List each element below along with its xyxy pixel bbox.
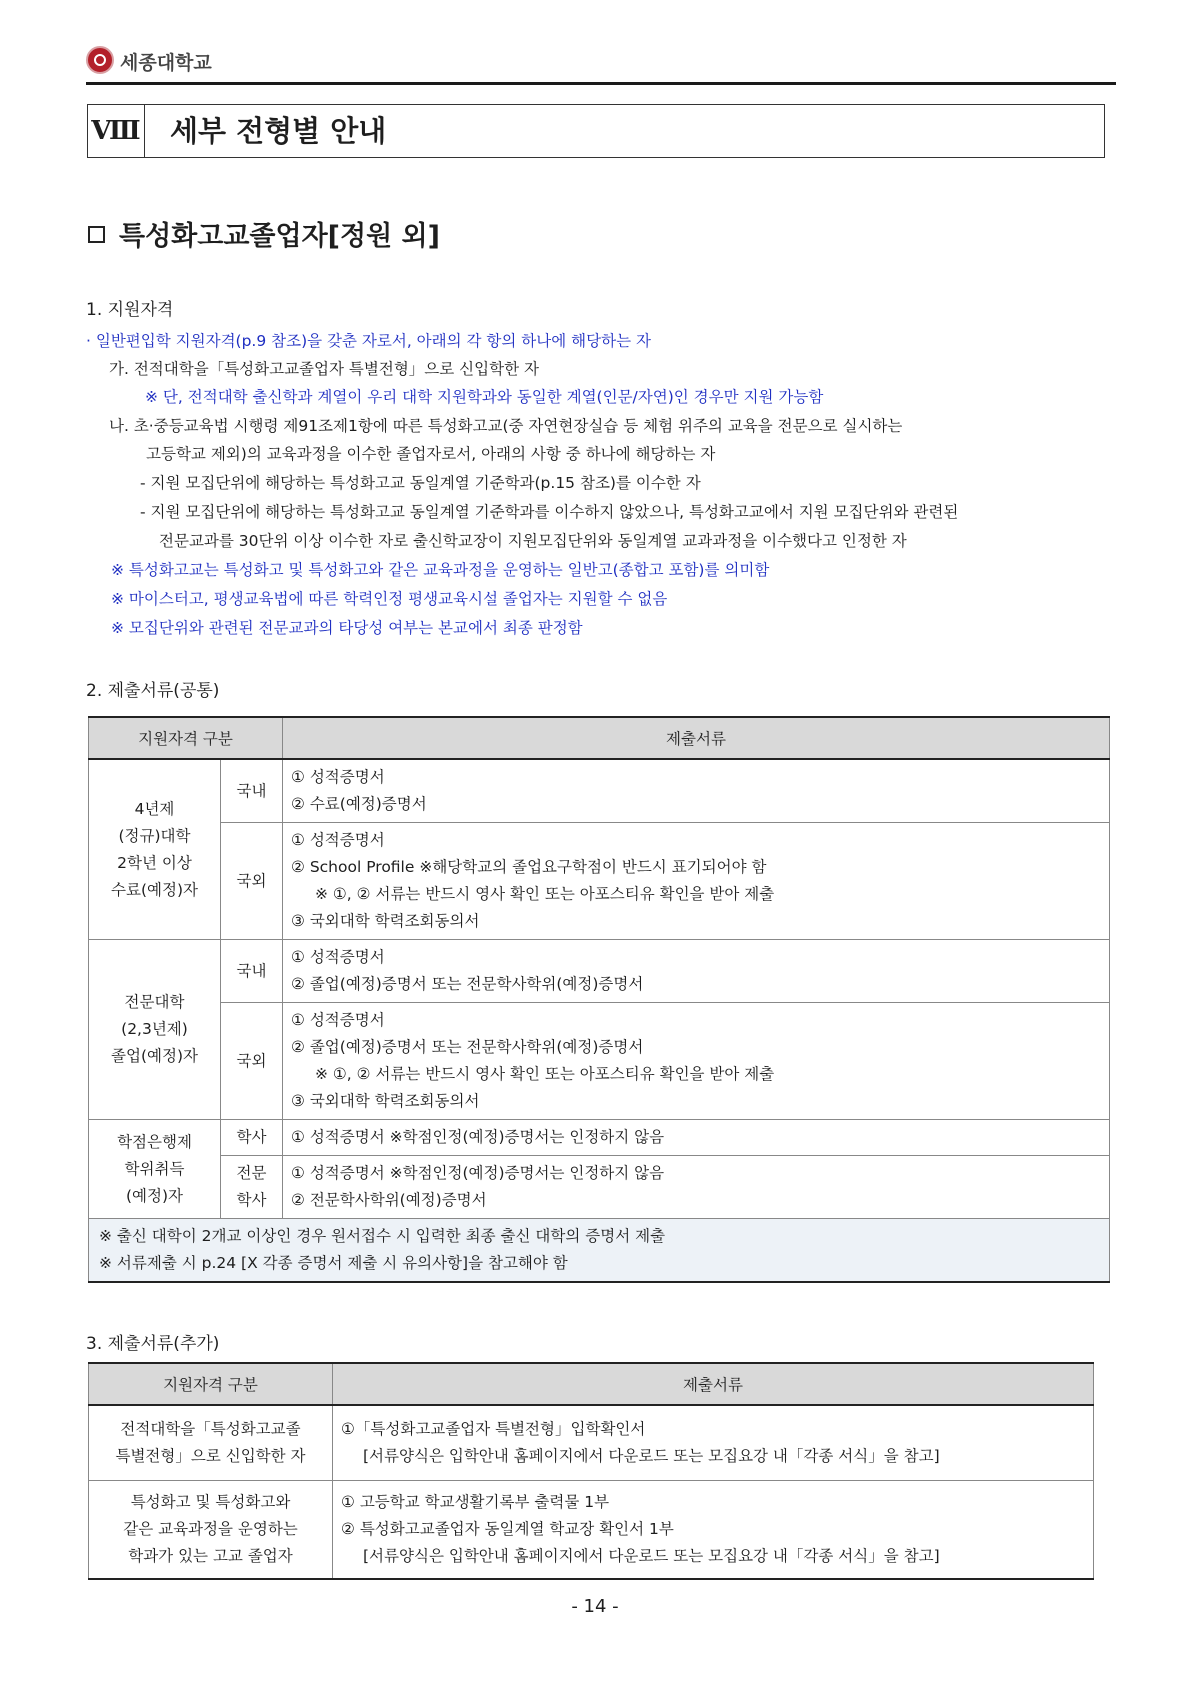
cell-line: 2학년 이상 [117, 853, 192, 872]
cell-line: ② School Profile ※해당학교의 졸업요구학점이 반드시 표기되어야 함 [291, 858, 767, 876]
common-documents-table [88, 716, 1110, 1283]
cell-line: ※ ①, ② 서류는 반드시 영사 확인 또는 아포스티유 확인을 받아 제출 [315, 1065, 775, 1083]
page-header [86, 42, 1116, 85]
cell-line: 수료(예정)자 [111, 880, 198, 899]
cell-line: 학사 [236, 1191, 267, 1209]
table-row [89, 1120, 1110, 1156]
qualification-cell [89, 759, 221, 940]
cell-line: [서류양식은 입학안내 홈페이지에서 다운로드 또는 모집요강 내「각종 서식」을 참고] [363, 1447, 940, 1465]
table-note: ※ 출신 대학이 2개교 이상인 경우 원서접수 시 입력한 최종 출신 대학의 증명서 제출 [99, 1227, 666, 1245]
part1-line: - 지원 모집단위에 해당하는 특성화고교 동일계열 기준학과를 이수하지 않았으나, 특성화고교에서 지원 모집단위와 관련된 [140, 503, 959, 521]
column-header: 제출서류 [333, 1363, 1094, 1405]
section-number: Ⅷ [88, 105, 145, 157]
subcategory-cell: 학사 [221, 1120, 283, 1156]
cell-line: ① 고등학교 학교생활기록부 출력물 1부 [341, 1493, 610, 1511]
part2-title: 2. 제출서류(공통) [86, 681, 220, 701]
subcategory-cell: 국내 [221, 759, 283, 823]
documents-cell [283, 1003, 1110, 1120]
documents-cell [283, 1156, 1110, 1219]
part1-line: 전문교과를 30단위 이상 이수한 자로 출신학교장이 지원모집단위와 동일계열 교과과정을 이수했다고 인정한 자 [159, 532, 907, 550]
subcategory-cell: 국내 [221, 940, 283, 1003]
subcategory-cell: 국외 [221, 1003, 283, 1120]
part1-line: 가. 전적대학을「특성화고교졸업자 특별전형」으로 신입학한 자 [109, 360, 539, 378]
cell-line: ① 성적증명서 ※학점인정(예정)증명서는 인정하지 않음 [291, 1164, 665, 1182]
qualification-cell [89, 1120, 221, 1219]
page-heading-text: 특성화고교졸업자[정원 외] [119, 221, 440, 252]
cell-line: ② 특성화고교졸업자 동일계열 학교장 확인서 1부 [341, 1520, 674, 1538]
cell-line: 전문 [236, 1164, 267, 1182]
table-note-cell [89, 1219, 1110, 1283]
part1-note: ※ 마이스터고, 평생교육법에 따른 학력인정 평생교육시설 졸업자는 지원할 수 없음 [111, 590, 668, 608]
documents-cell [333, 1405, 1094, 1481]
cell-line: 같은 교육과정을 운영하는 [123, 1520, 298, 1538]
cell-line: (예정)자 [125, 1186, 183, 1205]
table-note-row [89, 1219, 1110, 1283]
cell-line: 학과가 있는 고교 졸업자 [128, 1547, 293, 1565]
cell-line: (정규)대학 [118, 826, 191, 845]
cell-line: 학점은행제 [117, 1132, 192, 1151]
cell-line: ③ 국외대학 학력조회동의서 [291, 1092, 480, 1110]
cell-line: ② 전문학사학위(예정)증명서 [291, 1191, 487, 1209]
documents-cell [283, 940, 1110, 1003]
table-note: ※ 서류제출 시 p.24 [Ⅹ 각종 증명서 제출 시 유의사항]을 참고해야 함 [99, 1254, 568, 1272]
cell-line: ③ 국외대학 학력조회동의서 [291, 912, 480, 930]
section-title: 세부 전형별 안내 [170, 114, 387, 148]
table-row [89, 1003, 1110, 1120]
cell-line: ① 성적증명서 [291, 768, 385, 786]
documents-cell [283, 759, 1110, 823]
part1-line: 나. 초·중등교육법 시행령 제91조제1항에 따른 특성화고교(중 자연현장실습 등 체험 위주의 교육을 전문으로 실시하는 [109, 417, 903, 435]
cell-line: 학위취득 [124, 1159, 185, 1178]
cell-line: (2,3년제) [121, 1020, 188, 1038]
table-row [89, 1481, 1094, 1580]
column-header: 지원자격 구분 [89, 717, 283, 759]
additional-documents-table [88, 1362, 1094, 1580]
cell-line: ※ ①, ② 서류는 반드시 영사 확인 또는 아포스티유 확인을 받아 제출 [315, 885, 775, 903]
university-name: 세종대학교 [120, 52, 212, 74]
table-row [89, 823, 1110, 940]
documents-cell [283, 1120, 1110, 1156]
cell-line: 4년제 [134, 799, 175, 818]
part1-line: ※ 단, 전적대학 출신학과 계열이 우리 대학 지원학과와 동일한 계열(인문/자연)인 경우만 지원 가능함 [145, 388, 824, 406]
part1-bullet: · 일반편입학 지원자격(p.9 참조)을 갖춘 자로서, 아래의 각 항의 하나에 해당하는 자 [86, 332, 651, 350]
column-header: 제출서류 [283, 717, 1110, 759]
cell-line: ①「특성화고교졸업자 특별전형」입학확인서 [341, 1420, 646, 1438]
page-heading [88, 214, 440, 253]
subcategory-cell [221, 1156, 283, 1219]
documents-cell [283, 823, 1110, 940]
table-header-row [89, 1363, 1094, 1405]
cell-line: 졸업(예정)자 [111, 1047, 198, 1065]
part1-note: ※ 특성화고교는 특성화고 및 특성화고와 같은 교육과정을 운영하는 일반고(종합고 포함)를 의미함 [111, 561, 770, 579]
cell-line: 특성화고 및 특성화고와 [130, 1493, 291, 1511]
part3-title: 3. 제출서류(추가) [86, 1334, 220, 1354]
subcategory-cell: 국외 [221, 823, 283, 940]
cell-line: [서류양식은 입학안내 홈페이지에서 다운로드 또는 모집요강 내「각종 서식」을 참고] [363, 1547, 940, 1565]
cell-line: 전문대학 [124, 993, 185, 1011]
cell-line: 전적대학을「특성화고교졸 [120, 1420, 301, 1438]
qualification-cell [89, 1405, 333, 1481]
cell-line: ① 성적증명서 [291, 948, 385, 966]
documents-cell [333, 1481, 1094, 1580]
cell-line: ② 졸업(예정)증명서 또는 전문학사학위(예정)증명서 [291, 1038, 644, 1056]
part1-line: 고등학교 제외)의 교육과정을 이수한 졸업자로서, 아래의 사항 중 하나에 해당하는 자 [146, 445, 716, 463]
cell-line: ② 졸업(예정)증명서 또는 전문학사학위(예정)증명서 [291, 975, 644, 993]
qualification-cell [89, 940, 221, 1120]
part1-line: - 지원 모집단위에 해당하는 특성화고교 동일계열 기준학과(p.15 참조)를 이수한 자 [140, 474, 701, 492]
cell-line: 특별전형」으로 신입학한 자 [115, 1447, 306, 1465]
cell-line: ① 성적증명서 [291, 1011, 385, 1029]
column-header: 지원자격 구분 [89, 1363, 333, 1405]
qualification-cell [89, 1481, 333, 1580]
table-row [89, 1156, 1110, 1219]
checkbox-square-icon [88, 226, 105, 243]
cell-line: ① 성적증명서 [291, 831, 385, 849]
cell-line: ② 수료(예정)증명서 [291, 795, 427, 813]
cell-line: ① 성적증명서 ※학점인정(예정)증명서는 인정하지 않음 [291, 1128, 665, 1146]
table-row [89, 1405, 1094, 1481]
table-row [89, 940, 1110, 1003]
part1-note: ※ 모집단위와 관련된 전문교과의 타당성 여부는 본교에서 최종 판정함 [111, 619, 583, 637]
section-title-box [87, 104, 1105, 158]
university-seal-icon [86, 46, 114, 74]
table-row [89, 759, 1110, 823]
page-number: - 14 - [571, 1596, 619, 1617]
table-header-row [89, 717, 1110, 759]
part1-title: 1. 지원자격 [86, 300, 174, 320]
